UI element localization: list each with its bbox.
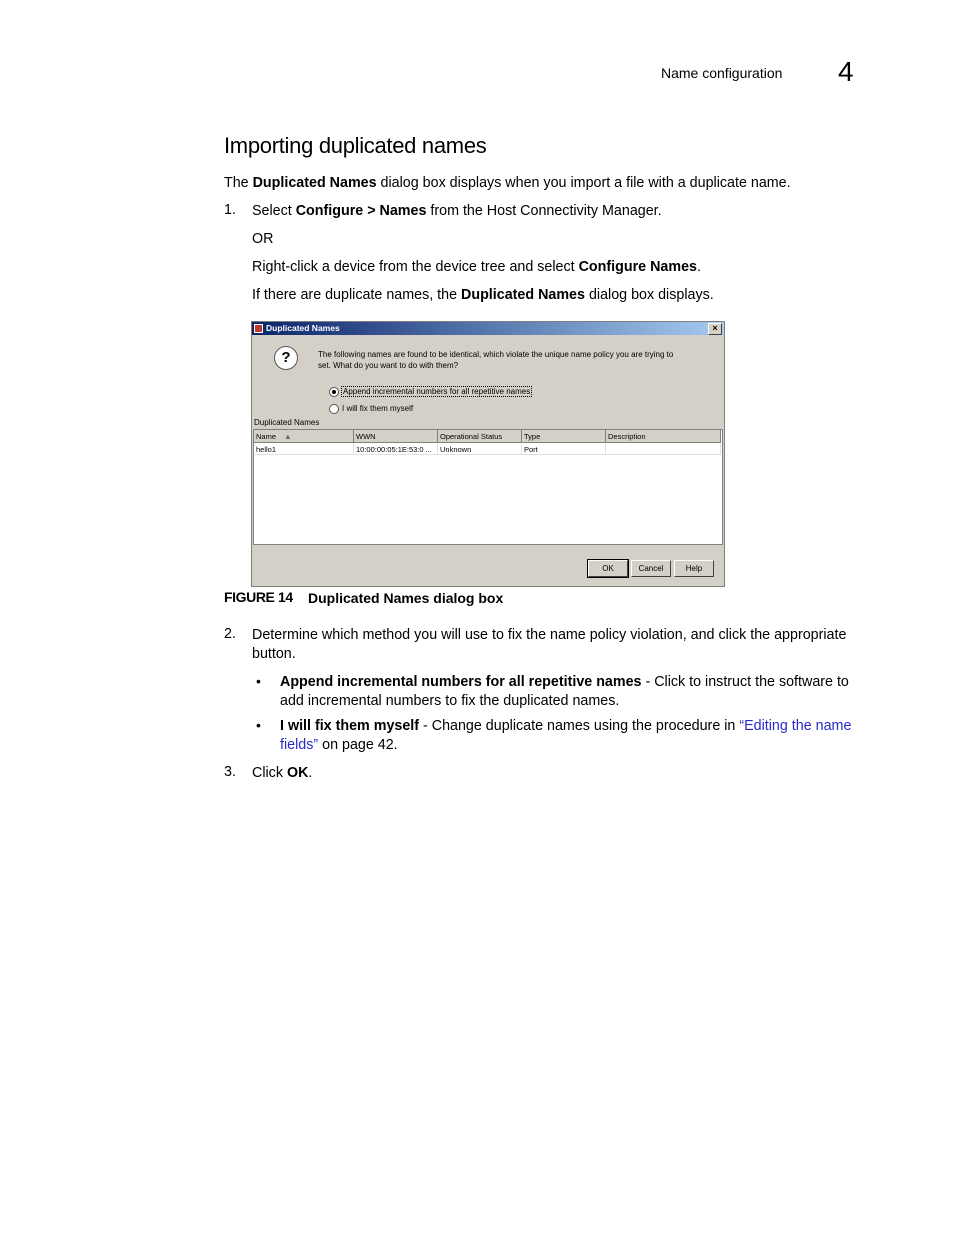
- step-1-dup: [252, 286, 714, 305]
- step-1-text: [252, 202, 662, 221]
- bullet-append: [280, 673, 872, 711]
- radio-fix-myself-label[interactable]: I will fix them myself: [342, 404, 414, 413]
- figure-label: FIGURE 14: [224, 589, 293, 605]
- table-cell[interactable]: Unknown: [438, 444, 522, 455]
- step-2-text: Determine which method you will use to fix the name policy violation, and click the appropriate button.: [252, 627, 847, 662]
- chapter-number: 4: [838, 56, 854, 87]
- column-header-type[interactable]: Type: [522, 430, 606, 443]
- editing-name-fields-link[interactable]: “Editing the name fields”: [280, 718, 852, 753]
- bullet-fix-bold: I will fix them myself: [280, 718, 420, 734]
- figure-caption: Duplicated Names dialog box: [308, 590, 504, 606]
- question-icon: ?: [274, 346, 298, 370]
- radio-append[interactable]: [329, 387, 339, 397]
- step-1-number: 1.: [224, 202, 236, 218]
- table-cell[interactable]: [606, 444, 721, 455]
- step-3-text: [252, 764, 312, 783]
- step-1-dup-post: dialog box displays.: [584, 287, 714, 303]
- intro-text: The: [224, 175, 253, 191]
- app-icon: [254, 324, 263, 333]
- dialog-titlebar: [252, 322, 724, 335]
- intro-bold: Duplicated Names: [252, 175, 377, 191]
- column-header-name[interactable]: [254, 430, 354, 443]
- step-3-post: .: [308, 765, 313, 781]
- bullet-icon: •: [256, 673, 261, 689]
- step-3-number: 3.: [224, 764, 236, 780]
- step-1-dup-pre: If there are duplicate names, the: [252, 287, 462, 303]
- column-header-wwn[interactable]: WWN: [354, 430, 438, 443]
- sort-ascending-icon: ▲: [284, 432, 292, 441]
- duplicates-table: [253, 429, 723, 545]
- radio-fix-myself[interactable]: [329, 404, 339, 414]
- step-1-dup-bold: Duplicated Names: [461, 287, 585, 303]
- column-header-description[interactable]: Description: [606, 430, 721, 443]
- step-3-bold: OK: [286, 765, 309, 781]
- column-name-label: Name: [256, 432, 277, 441]
- group-label: Duplicated Names: [254, 418, 320, 427]
- bullet-icon: •: [256, 717, 261, 733]
- table-cell[interactable]: hello1: [254, 444, 354, 455]
- intro-text-end: dialog box displays when you import a file with a duplicate name.: [376, 175, 791, 191]
- dialog-message: The following names are found to be identical, which violate the unique name policy you are trying to set. What do you want to do with them?: [318, 350, 674, 370]
- bullet-append-bold: Append incremental numbers for all repetitive names: [280, 674, 642, 690]
- step-1-alt-post: .: [696, 259, 701, 275]
- step-1-pre: Select: [252, 203, 296, 219]
- bullet-fix: [280, 717, 872, 755]
- step-1-bold: Configure > Names: [295, 203, 427, 219]
- cancel-button[interactable]: Cancel: [631, 560, 671, 577]
- intro-paragraph: [224, 174, 791, 193]
- step-1-alt-bold: Configure Names: [578, 259, 697, 275]
- step-1-alt-pre: Right-click a device from the device tree and select: [252, 259, 579, 275]
- table-cell[interactable]: 10:00:00:05:1E:53:0 ...: [354, 444, 438, 455]
- close-icon[interactable]: ×: [708, 323, 722, 335]
- table-cell[interactable]: Port: [522, 444, 606, 455]
- ok-button[interactable]: OK: [588, 560, 628, 577]
- dialog-title: Duplicated Names: [266, 323, 340, 333]
- duplicated-names-dialog: [251, 321, 725, 587]
- bullet-fix-text: - Change duplicate names using the procedure in: [419, 718, 740, 734]
- bullet-fix-post: on page 42.: [318, 737, 398, 753]
- help-button[interactable]: Help: [674, 560, 714, 577]
- step-1-post: from the Host Connectivity Manager.: [426, 203, 662, 219]
- radio-append-label[interactable]: Append incremental numbers for all repetitive names: [343, 387, 531, 396]
- step-3-pre: Click: [252, 765, 287, 781]
- section-title: Importing duplicated names: [224, 133, 487, 158]
- step-1-alt: [252, 258, 701, 277]
- step-1-or: OR: [252, 231, 274, 247]
- bullet-append-text: - Click to instruct the software to add incremental numbers to fix the duplicated names.: [280, 674, 849, 709]
- running-header: Name configuration: [661, 65, 783, 81]
- column-header-status[interactable]: Operational Status: [438, 430, 522, 443]
- step-2-number: 2.: [224, 626, 236, 642]
